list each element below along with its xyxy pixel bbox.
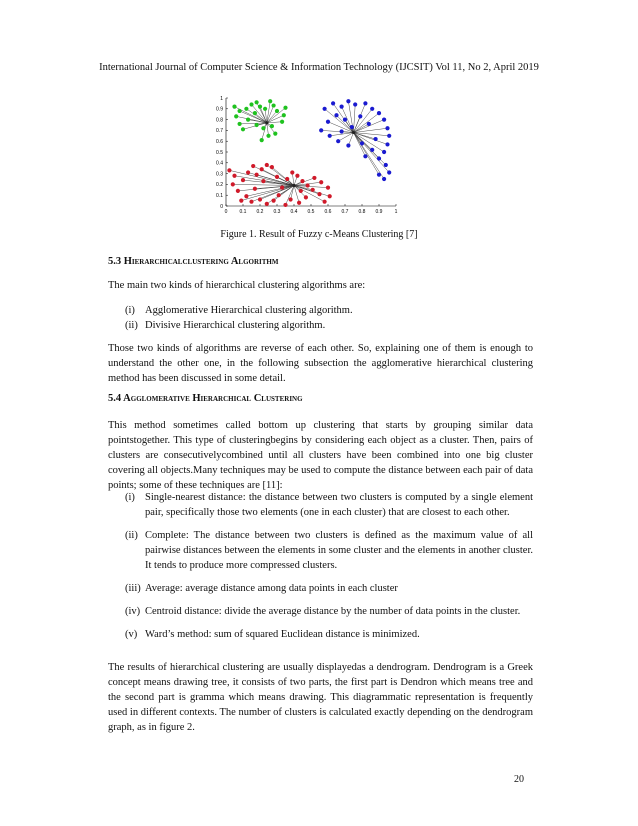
data-point (319, 128, 323, 132)
data-point (326, 120, 330, 124)
x-tick-label: 1 (394, 209, 398, 215)
list-item-number: (ii) (125, 320, 138, 331)
section-5-3-list (125, 303, 533, 333)
data-point (323, 200, 327, 204)
data-point (277, 193, 281, 197)
data-point (241, 178, 245, 182)
data-point (246, 118, 250, 122)
list-item (125, 303, 533, 318)
data-point (234, 114, 238, 118)
data-point (336, 139, 340, 143)
data-point (272, 103, 276, 107)
list-item-number: (iv) (125, 606, 141, 617)
data-point (273, 132, 277, 136)
membership-line (354, 133, 385, 152)
y-tick-label: 0 (220, 203, 223, 210)
journal-header: International Journal of Computer Science & Information Technology (IJCSIT) Vol 11, No 2, April 2019 (99, 62, 539, 73)
data-point (384, 163, 388, 167)
data-point (255, 123, 259, 127)
list-item (125, 604, 533, 619)
data-point (280, 186, 284, 190)
x-tick-label: 0.9 (375, 209, 383, 215)
data-point (334, 113, 338, 117)
list-item-number: (i) (125, 305, 135, 316)
data-point (340, 129, 344, 133)
data-point (290, 170, 294, 174)
data-point (255, 100, 259, 104)
membership-line (354, 104, 356, 132)
data-point (317, 192, 321, 196)
y-tick-label: 0.8 (216, 117, 223, 124)
list-item (125, 318, 533, 333)
data-point (346, 99, 350, 103)
data-point (289, 197, 293, 201)
data-point (246, 170, 250, 174)
data-point (374, 137, 378, 141)
data-point (255, 173, 259, 177)
list-item (125, 627, 533, 642)
data-point (331, 101, 335, 105)
data-point (382, 177, 386, 181)
data-point (285, 177, 289, 181)
data-point (270, 124, 274, 128)
data-point (358, 114, 362, 118)
cluster-center (265, 121, 268, 124)
x-tick-label: 0.1 (239, 209, 247, 215)
figure-caption: Figure 1. Result of Fuzzy c-Means Clustering [7] (220, 229, 418, 240)
data-point (282, 113, 286, 117)
section-5-3-intro: The main two kinds of hierarchical clustering algorithms are: (108, 280, 366, 291)
data-point (385, 142, 389, 146)
data-point (260, 138, 264, 142)
list-item-text: Centroid distance: divide the average distance by the number of data points in the cluster. (145, 606, 521, 617)
page-number: 20 (514, 774, 524, 785)
membership-line (262, 123, 267, 140)
list-item (125, 528, 533, 573)
data-point (377, 111, 381, 115)
data-point (236, 189, 240, 193)
y-tick-label: 0.9 (216, 106, 223, 113)
data-point (323, 107, 327, 111)
y-tick-label: 1 (220, 95, 223, 102)
x-tick-label: 0.6 (324, 209, 332, 215)
y-tick-label: 0.6 (216, 139, 223, 145)
data-point (363, 154, 367, 158)
data-point (249, 200, 253, 204)
list-item (125, 581, 533, 596)
data-point (260, 167, 264, 171)
y-tick-label: 0.2 (216, 182, 223, 189)
data-point (363, 101, 367, 105)
data-point (343, 118, 347, 122)
data-point (268, 99, 272, 103)
data-point (280, 120, 284, 124)
y-tick-label: 0.5 (216, 149, 223, 156)
data-point (251, 164, 255, 168)
x-tick-label: 0.8 (358, 209, 366, 215)
x-tick-label: 0 (224, 209, 228, 215)
data-point (311, 188, 315, 192)
data-point (377, 156, 381, 160)
data-point (346, 143, 350, 147)
data-point (244, 107, 248, 111)
scatter-chart (200, 90, 410, 220)
cluster-center (292, 184, 295, 187)
y-tick-label: 0.7 (216, 128, 223, 135)
list-item-number: (iii) (125, 583, 141, 594)
data-point (340, 105, 344, 109)
list-item-text: Ward’s method: sum of squared Euclidean distance is minimized. (145, 629, 420, 640)
section-5-4-paragraph: This method sometimes called bottom up clustering that starts by grouping similar data pointstogether. This type of clusteringbegins by considering each object as a cluster. Then, pairs of clusters are consecutivelycombined until all clusters have been combined into one big cluster covering all objects.Many techniques may be used to compute the distance between each pair of data points; some of these techniques are [11]: (108, 420, 533, 491)
data-point (265, 163, 269, 167)
data-point (266, 134, 270, 138)
data-point (312, 176, 316, 180)
data-point (385, 126, 389, 130)
data-point (258, 105, 262, 109)
data-point (263, 107, 267, 111)
data-point (328, 194, 332, 198)
data-point (265, 202, 269, 206)
list-item-text: Complete: The distance between two clusters is defined as the maximum value of all pairwise distances between the elements in some cluster and the elements in another cluster. It tends to produce more compressed clusters. (145, 530, 533, 571)
data-point (241, 127, 245, 131)
data-point (319, 180, 323, 184)
section-5-3-paragraph: Those two kinds of algorithms are reverse of each other. So, explaining one of them is enough to understand the other one, in the following subsection the agglomerative hierarchical clustering method has been discussed in some detail. (108, 343, 533, 384)
fuzzy-cmeans-figure (200, 90, 410, 225)
data-point (238, 122, 242, 126)
data-point (270, 165, 274, 169)
x-tick-label: 0.7 (341, 209, 349, 215)
data-point (253, 111, 257, 115)
x-tick-label: 0.5 (307, 209, 315, 215)
section-5-4-heading: 5.4 Agglomerative Hierarchical Clustering (108, 393, 303, 404)
data-point (377, 173, 381, 177)
data-point (387, 170, 391, 174)
list-item-text: Average: average distance among data points in each cluster (145, 583, 398, 594)
data-point (238, 109, 242, 113)
data-point (350, 125, 354, 129)
data-point (299, 189, 303, 193)
list-item-text: Agglomerative Hierarchical clustering algorithm. (145, 305, 353, 316)
list-item-number: (ii) (125, 530, 138, 541)
data-point (231, 182, 235, 186)
section-5-3-heading: 5.3 Hierarchicalclustering Algorithm (108, 256, 279, 267)
data-point (360, 141, 364, 145)
data-point (300, 179, 304, 183)
list-item-text: Single-nearest distance: the distance between two clusters is computed by a single element pair, specifically those two elements (one in each cluster) that are closest to each other. (145, 492, 533, 518)
data-point (283, 203, 287, 207)
data-point (370, 148, 374, 152)
data-point (370, 107, 374, 111)
data-point (382, 118, 386, 122)
x-tick-label: 0.2 (256, 209, 264, 215)
data-point (382, 150, 386, 154)
list-item (125, 490, 533, 520)
dendrogram-paragraph: The results of hierarchical clustering are usually displayedas a dendrogram. Dendrogram is a Greek concept means drawing tree, it consists of two parts, the first part is Dendron which means tree and the second part is gramma which means drawing. This diagrammatic representation is frequently used in different contexts. The number of clusters is calculated exactly depending on the dendrogram graph, as in figure 2. (108, 662, 533, 733)
distance-techniques-list (125, 490, 533, 642)
list-item-number: (v) (125, 629, 138, 640)
list-item-text: Divisive Hierarchical clustering algorithm. (145, 320, 326, 331)
membership-line (338, 133, 353, 142)
x-tick-label: 0.3 (273, 209, 281, 215)
data-point (353, 102, 357, 106)
data-point (275, 109, 279, 113)
data-point (232, 105, 236, 109)
membership-line (354, 124, 369, 133)
data-point (304, 195, 308, 199)
data-point (326, 186, 330, 190)
x-tick-label: 0.4 (290, 209, 298, 215)
data-point (261, 126, 265, 130)
data-point (227, 168, 231, 172)
data-point (283, 106, 287, 110)
data-point (306, 183, 310, 187)
data-point (275, 175, 279, 179)
cluster-center (352, 131, 355, 134)
y-tick-label: 0.3 (216, 171, 223, 178)
membership-line (354, 133, 385, 179)
data-point (253, 187, 257, 191)
data-point (387, 134, 391, 138)
data-point (328, 134, 332, 138)
y-tick-label: 0.4 (216, 160, 223, 167)
data-point (258, 197, 262, 201)
data-point (239, 199, 243, 203)
data-point (295, 174, 299, 178)
data-point (297, 201, 301, 205)
data-point (272, 199, 276, 203)
data-point (249, 102, 253, 106)
y-tick-label: 0.1 (216, 193, 223, 199)
data-point (232, 174, 236, 178)
data-point (244, 194, 248, 198)
list-item-number: (i) (125, 492, 135, 503)
data-point (261, 179, 265, 183)
data-point (367, 122, 371, 126)
